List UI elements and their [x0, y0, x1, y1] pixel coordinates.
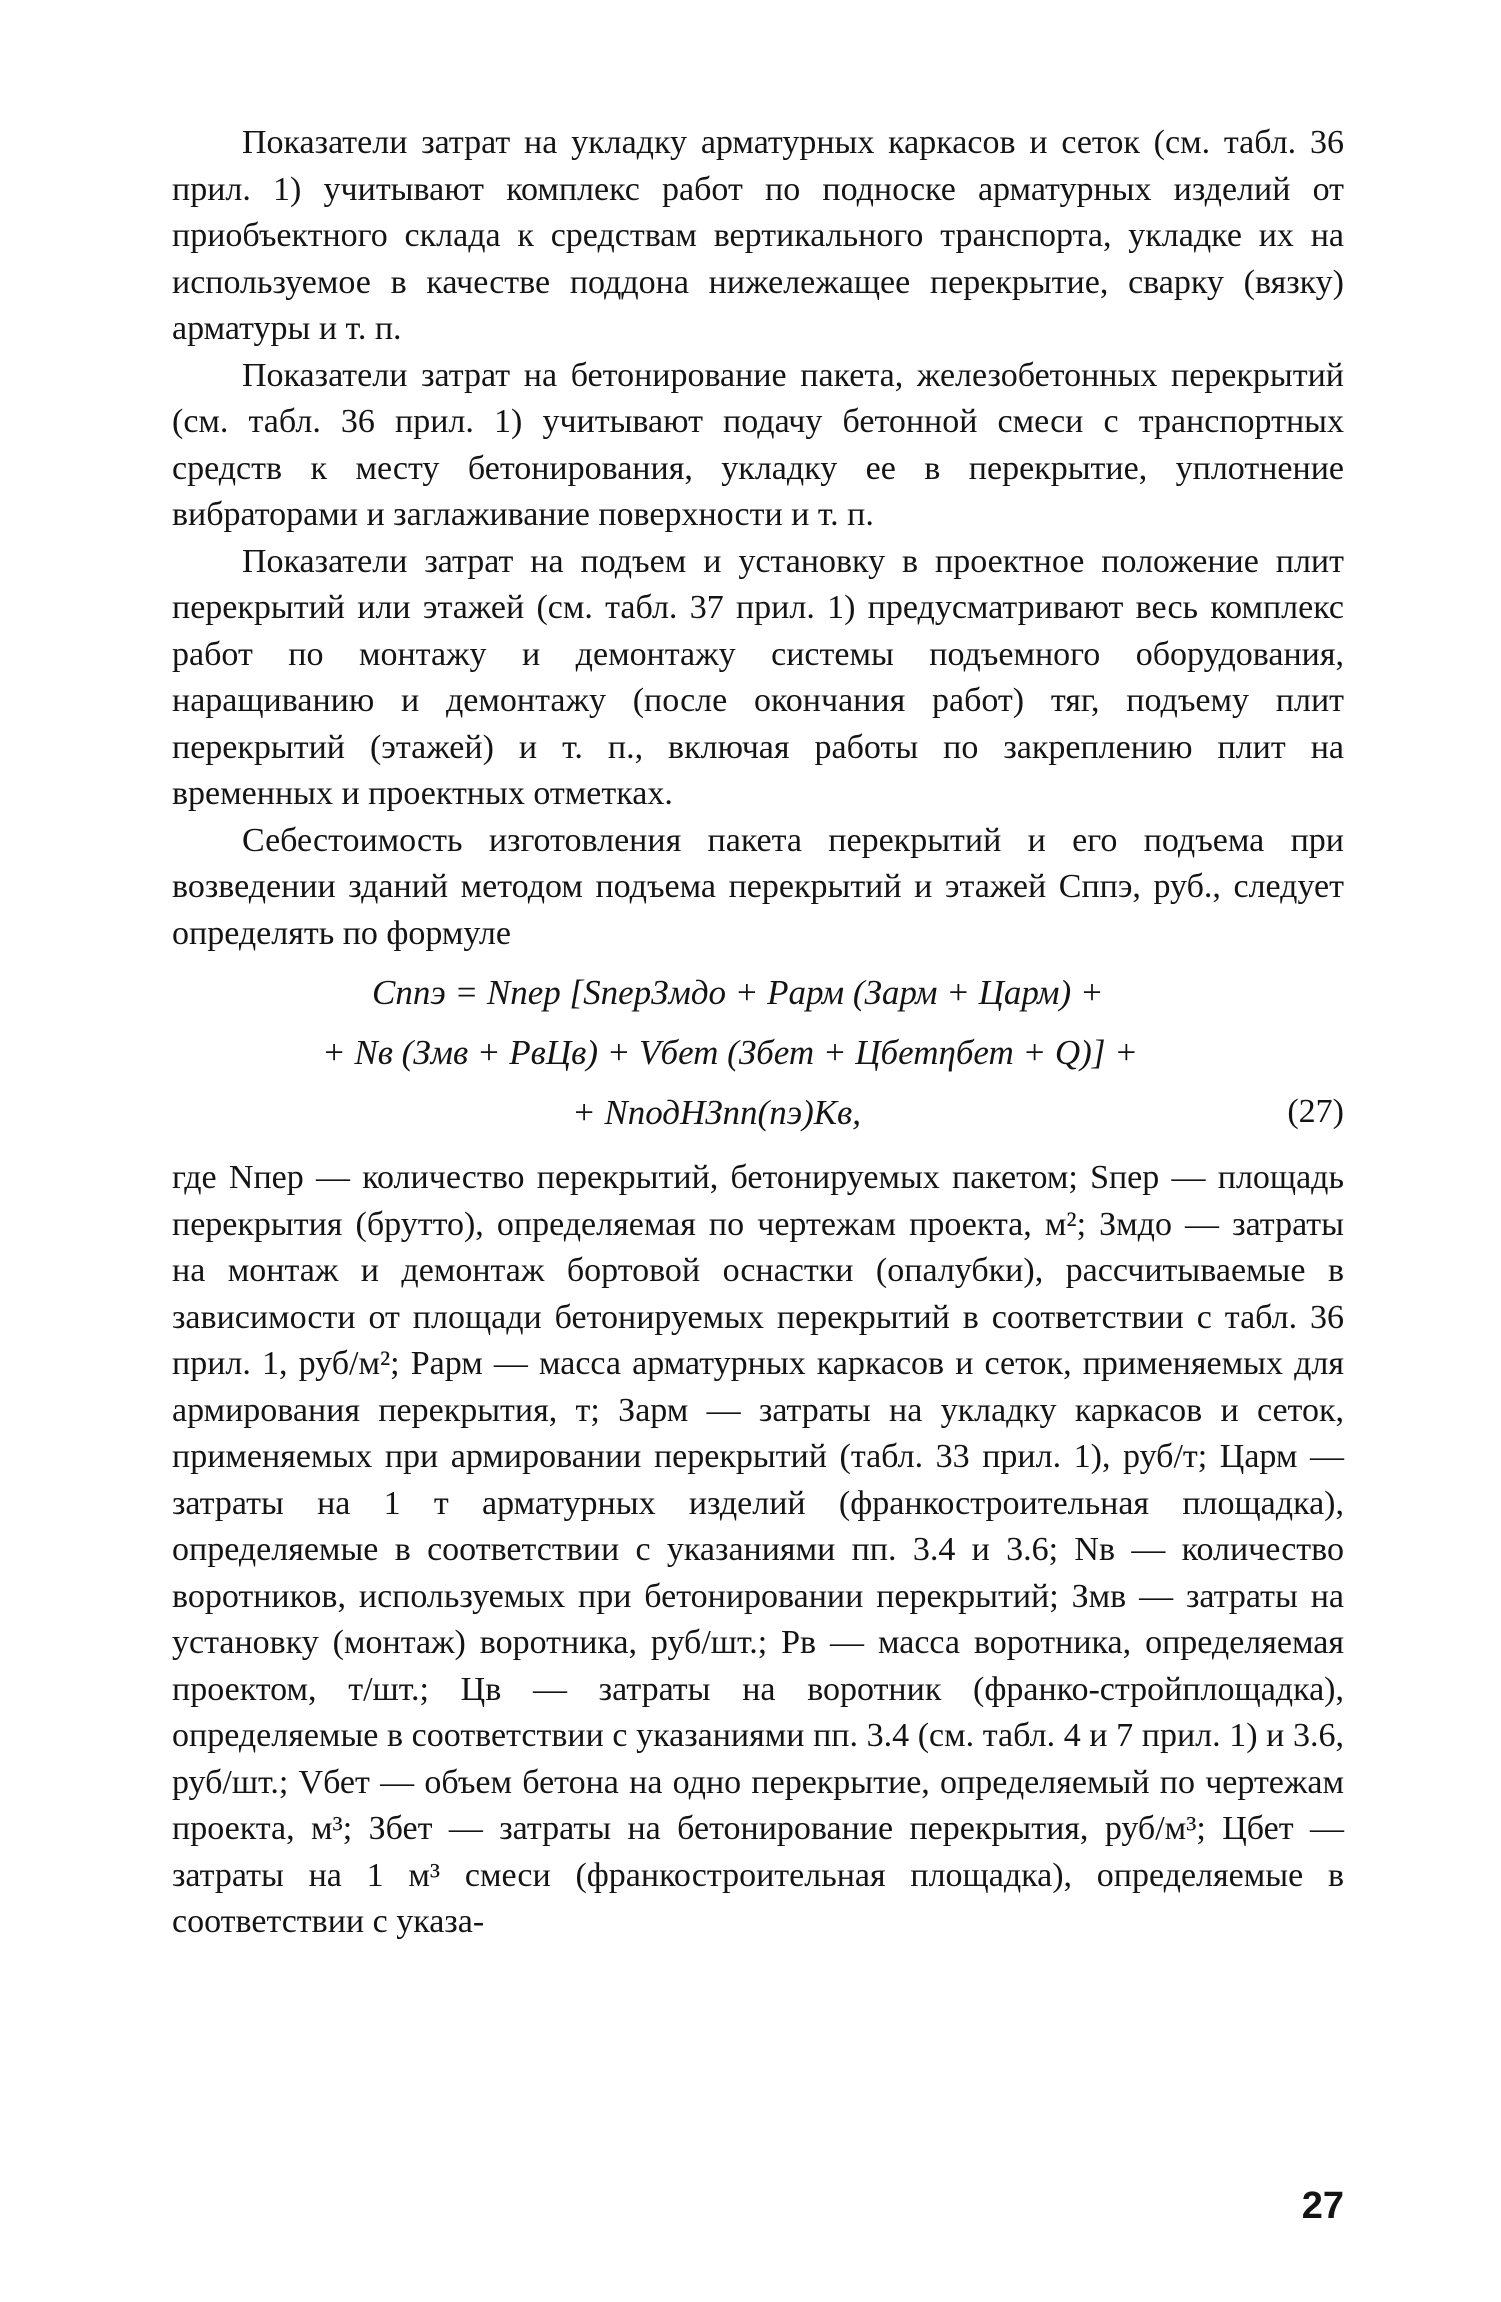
paragraph-cost-intro: Себестоимость изготовления пакета перекрытий и его подъема при возведении зданий методом подъема перекрытий и этажей Cппэ, руб., следует определять по формуле — [172, 821, 1344, 952]
paragraph-reinforcement-costs: Показатели затрат на укладку арматурных каркасов и сеток (см. табл. 36 прил. 1) учитывают комплекс работ по подноске арматурных изделий от приобъектного склада к средствам вертикального транспорта, укладке их на используемое в качестве поддона нижележащее перекрытие, сварку (вязку) арматуры и т. п. — [172, 124, 1344, 347]
paragraph-variable-definitions: где Nпер — количество перекрытий, бетонируемых пакетом; Sпер — площадь перекрытия (брутто), определяемая по чертежам проекта, м²; Змдо — затраты на монтаж и демонтаж бортовой оснастки (опалубки), рассчитываемые в зависимости от площади бетонируемых перекрытий в соответствии с табл. 36 прил. 1, руб/м²; Рарм — масса арматурных каркасов и сеток, применяемых для армирования перекрытия, т; Зарм — затраты на укладку каркасов и сеток, применяемых при армировании перекрытий (табл. 33 прил. 1), руб/т; Царм — затраты на 1 т арматурных изделий (франкостроительная площадка), определяемые в соответствии с указаниями пп. 3.4 и 3.6; Nв — количество воротников, используемых при бетонировании перекрытий; Змв — затраты на установку (монтаж) воротника, руб/шт.; Рв — масса воротника, определяемая проектом, т/шт.; Цв — затраты на воротник (франко-стройплощадка), определяемые в соответствии с указаниями пп. 3.4 (см. табл. 4 и 7 прил. 1) и 3.6, руб/шт.; Vбет — объем бетона на одно перекрытие, определяемый по чертежам проекта, м³; Збет — затраты на бетонирование перекрытия, руб/м³; Цбет — затраты на 1 м³ смеси (франкостроительная площадка), определяемые в соответствии с указа- — [172, 1159, 1344, 1940]
formula-number: (27) — [1287, 1093, 1344, 1130]
formula-line-1: Cппэ = Nпер [SперЗмдо + Pарм (Зарм + Царм) + — [372, 973, 1104, 1012]
page-content — [172, 120, 1344, 1946]
page-number: 27 — [1301, 2185, 1344, 2227]
formula-27 — [172, 965, 1344, 1151]
paragraph-lifting-costs: Показатели затрат на подъем и установку в проектное положение плит перекрытий или этажей (см. табл. 37 прил. 1) предусматривают весь комплекс работ по монтажу и демонтажу системы подъемного оборудования, наращиванию и демонтажу (после окончания работ) тяг, подъему плит перекрытий (этажей) и т. п., включая работы по закреплению плит на временных и проектных отметках. — [172, 542, 1344, 812]
formula-line-3: + NподНЗпп(пэ)Кв, — [572, 1093, 861, 1132]
paragraph-concreting-costs: Показатели затрат на бетонирование пакета, железобетонных перекрытий (см. табл. 36 прил. 1) учитывают подачу бетонной смеси с транспортных средств к месту бетонирования, укладку ее в перекрытие, уплотнение вибраторами и заглаживание поверхности и т. п. — [172, 356, 1344, 533]
formula-line-2: + Nв (Змв + PвЦв) + Vбет (Збет + Цбетηбет + Q)] + — [322, 1033, 1138, 1072]
